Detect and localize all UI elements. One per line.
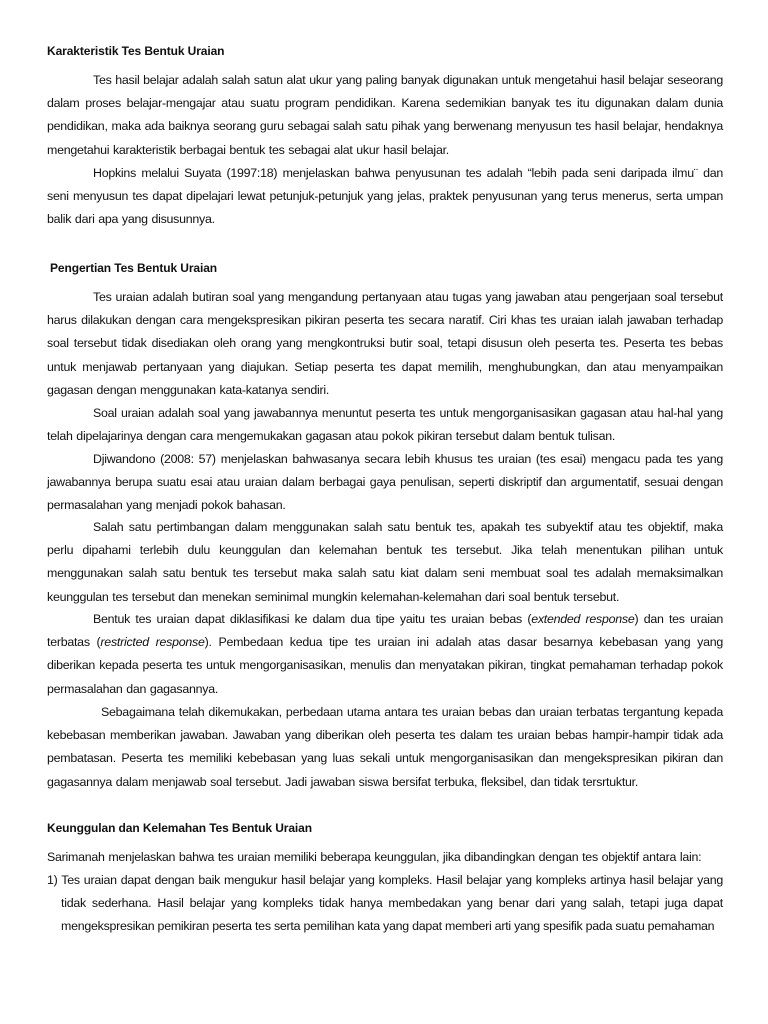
- paragraph-classification: [47, 608, 723, 701]
- text-segment: ). Pembedaan kedua tipe tes uraian ini adalah atas dasar besarnya kebebasan yang yang diberikan kepada peserta tes untuk mengorganisasikan, menulis dan menyatakan pikiran, tingkat pemahaman terhadap pokok permasalahan dan gagasannya.: [47, 635, 724, 696]
- paragraph: Tes uraian adalah butiran soal yang mengandung pertanyaan atau tugas yang jawaban atau pengerjaan soal tersebut harus dilakukan dengan cara mengekspresikan pikiran peserta tes secara naratif. Ciri khas tes uraian ialah jawaban terhadap soal tersebut tidak disediakan oleh orang yang mengkontruksi butir soal, tetapi disusun oleh peserta tes. Peserta tes bebas untuk menjawab pertanyaan yang diajukan. Setiap peserta tes dapat memilih, menghubungkan, dan atau menyampaikan gagasan dengan menggunakan kata-katanya sendiri.: [47, 290, 723, 397]
- paragraph: Hopkins melalui Suyata (1997:18) menjelaskan bahwa penyusunan tes adalah “lebih pada seni daripada ilmu¨ dan seni menyusun tes dapat dipelajari lewat petunjuk-petunjuk yang jelas, praktek penyusunan yang terus menerus, serta umpan balik dari apa yang disusunnya.: [47, 166, 723, 227]
- text-segment: ) dan tes uraian terbatas (: [47, 612, 724, 650]
- paragraph: Soal uraian adalah soal yang jawabannya menuntut peserta tes untuk mengorganisasikan gagasan atau hal-hal yang telah dipelajarinya dengan cara mengemukakan gagasan atau pokok pikiran tersebut dalam bentuk tulisan.: [47, 406, 723, 444]
- paragraph: Tes hasil belajar adalah salah satun alat ukur yang paling banyak digunakan untuk mengetahui hasil belajar seseorang dalam proses belajar-mengajar atau suatu program pendidikan. Karena sedemikian banyak tes itu digunakan dalam dunia pendidikan, maka ada baiknya seorang guru sebagai salah satu pihak yang berwenang menyusun tes hasil belajar, hendaknya mengetahui karakteristik berbagai bentuk tes sebagai alat ukur hasil belajar.: [47, 73, 723, 157]
- term-extended-response: extended response: [531, 612, 635, 626]
- section-heading-karakteristik: Karakteristik Tes Bentuk Uraian: [47, 44, 225, 58]
- section-heading-pengertian: Pengertian Tes Bentuk Uraian: [50, 261, 218, 275]
- paragraph: Djiwandono (2008: 57) menjelaskan bahwasanya secara lebih khusus tes uraian (tes esai) mengacu pada tes yang jawabannya berupa suatu esai atau uraian dalam berbagai gaya penulisan, seperti diskriptif dan argumentatif, sesuai dengan permasalahan yang menjadi pokok bahasan.: [47, 452, 723, 513]
- text-segment: Bentuk tes uraian dapat diklasifikasi ke dalam dua tipe yaitu tes uraian bebas (: [93, 612, 532, 626]
- paragraph: Sebagaimana telah dikemukakan, perbedaan utama antara tes uraian bebas dan uraian terbatas tergantung kepada kebebasan memberikan jawaban. Jawaban yang diberikan oleh peserta tes dalam tes uraian bebas hampir-hampir tidak ada pembatasan. Peserta tes memiliki kebebasan yang luas sekali untuk mengorganisasikan dan mengekspresikan pikiran dan gagasannya dalam menjawab soal tersebut. Jadi jawaban siswa bersifat terbuka, fleksibel, dan tidak tersrtuktur.: [47, 705, 723, 789]
- section-heading-keunggulan: Keunggulan dan Kelemahan Tes Bentuk Uraian: [47, 821, 312, 835]
- list-item: 1) Tes uraian dapat dengan baik mengukur hasil belajar yang kompleks. Hasil belajar yang kompleks artinya hasil belajar yang tidak sederhana. Hasil belajar yang kompleks tidak hanya membedakan yang benar dari yang salah, tetapi juga dapat mengekspresikan pemikiran peserta tes serta pemilihan kata yang dapat memberi arti yang spesifik pada suatu pemahaman: [47, 873, 723, 934]
- term-restricted-response: restricted response: [100, 635, 205, 650]
- paragraph-intro: Sarimanah menjelaskan bahwa tes uraian memiliki beberapa keunggulan, jika dibandingkan dengan tes objektif antara lain:: [47, 850, 702, 864]
- paragraph: Salah satu pertimbangan dalam menggunakan salah satu bentuk tes, apakah tes subyektif atau tes objektif, maka perlu dipahami terlebih dulu keunggulan dan kelemahan bentuk tes tersebut. Jika telah menentukan pilihan untuk menggunakan salah satu bentuk tes tersebut maka salah satu kiat dalam seni membuat soal tes adalah memaksimalkan keunggulan tes tersebut dan menekan seminimal mungkin kelemahan-kelemahan dari soal bentuk tersebut.: [47, 520, 723, 604]
